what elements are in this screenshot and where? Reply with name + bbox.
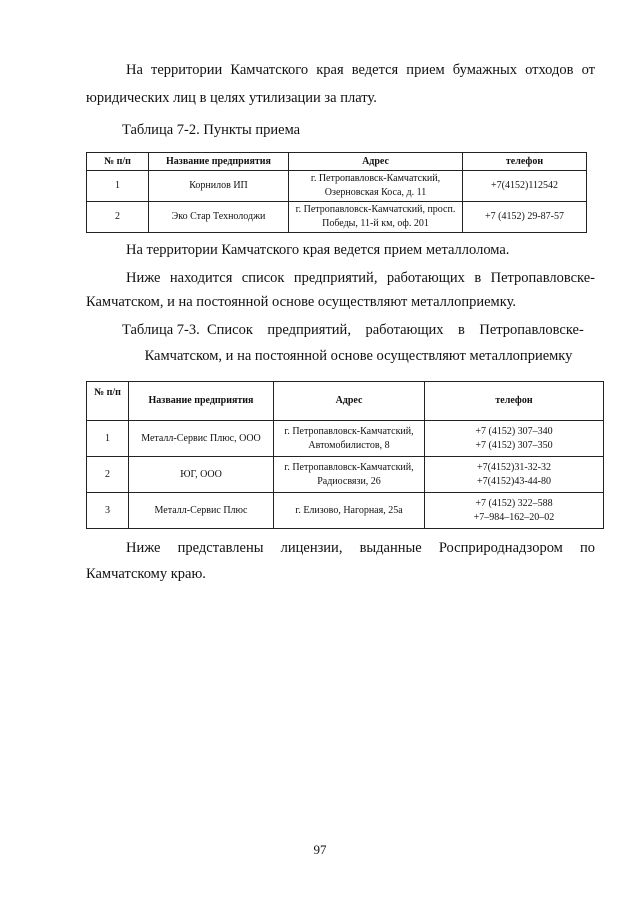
cell-address <box>274 457 425 493</box>
paragraph-paper-waste <box>86 56 595 84</box>
cell-name: ЮГ, ООО <box>129 457 274 493</box>
table-row <box>87 457 604 493</box>
cell-phone <box>425 421 604 457</box>
phone-line: +7 (4152) 307–350 <box>475 439 553 451</box>
paragraph-line: Ниже представлены лицензии, выданные Росприроднадзором по <box>126 540 595 556</box>
paragraph-licenses-cont <box>86 560 595 588</box>
header-address: Адрес <box>289 153 463 171</box>
phone-line: +7(4152)31-32-32 <box>477 461 551 473</box>
paragraph-line: На территории Камчатского края ведется прием металлолома. <box>126 242 510 258</box>
paragraph-scrap-metal <box>86 236 595 264</box>
table1-caption: Таблица 7-2. Пункты приема <box>122 122 301 138</box>
cell-address <box>289 171 463 202</box>
cell-address: г. Елизово, Нагорная, 25а <box>274 493 425 529</box>
cell-name: Металл-Сервис Плюс, ООО <box>129 421 274 457</box>
header-phone: телефон <box>463 153 587 171</box>
address-line: г. Петропавловск-Камчатский, <box>284 461 414 473</box>
header-num: № п/п <box>87 382 129 421</box>
table-row <box>87 171 587 202</box>
cell-phone: +7(4152)112542 <box>463 171 587 202</box>
phone-line: +7 (4152) 307–340 <box>475 425 553 437</box>
paragraph-list-intro-cont <box>86 288 595 316</box>
cell-num: 2 <box>87 202 149 233</box>
header-phone: телефон <box>425 382 604 421</box>
address-line: Радиосвязи, 26 <box>317 475 381 487</box>
address-line: г. Петропавловск-Камчатский, <box>284 425 414 437</box>
address-line: г. Петропавловск-Камчатский, <box>310 173 441 184</box>
cell-name: Металл-Сервис Плюс <box>129 493 274 529</box>
table2-caption-line1: Таблица 7-3. Список предприятий, работающих в Петропавловске- <box>122 322 584 338</box>
header-num: № п/п <box>87 153 149 171</box>
table-header-row <box>87 153 587 171</box>
cell-name: Эко Стар Технолоджи <box>149 202 289 233</box>
phone-line: +7(4152)43-44-80 <box>477 475 551 487</box>
table-row <box>87 202 587 233</box>
address-line: г. Петропавловск-Камчатский, просп. <box>295 204 456 215</box>
paragraph-licenses <box>86 534 595 562</box>
cell-address <box>274 421 425 457</box>
paragraph-line: На территории Камчатского края ведется прием бумажных отходов от <box>126 62 595 78</box>
address-line: Победы, 11-й км, оф. 201 <box>322 218 429 229</box>
cell-name: Корнилов ИП <box>149 171 289 202</box>
address-line: Автомобилистов, 8 <box>308 439 390 451</box>
paragraph-paper-waste-cont <box>86 84 595 112</box>
cell-num: 3 <box>87 493 129 529</box>
cell-num: 1 <box>87 171 149 202</box>
table-header-row <box>87 382 604 421</box>
header-name: Название предприятия <box>149 153 289 171</box>
cell-phone: +7 (4152) 29-87-57 <box>463 202 587 233</box>
paragraph-line: Камчатскому краю. <box>86 566 206 582</box>
cell-phone <box>425 457 604 493</box>
address-line: Озерновская Коса, д. 11 <box>324 187 427 198</box>
header-address: Адрес <box>274 382 425 421</box>
cell-phone <box>425 493 604 529</box>
paragraph-line: юридических лиц в целях утилизации за плату. <box>86 90 377 106</box>
table1 <box>86 152 587 233</box>
page-number: 97 <box>313 842 327 857</box>
phone-line: +7–984–162–20–02 <box>473 511 555 523</box>
cell-num: 1 <box>87 421 129 457</box>
table2 <box>86 381 604 529</box>
paragraph-line: Камчатском, и на постоянной основе осуществляют металлоприемку. <box>86 294 516 310</box>
table-row <box>87 493 604 529</box>
table2-caption-line2: Камчатском, и на постоянной основе осуществляют металлоприемку <box>144 348 573 364</box>
paragraph-line: Ниже находится список предприятий, работающих в Петропавловске- <box>126 270 595 286</box>
cell-num: 2 <box>87 457 129 493</box>
phone-line: +7 (4152) 322–588 <box>475 497 553 509</box>
header-name: Название предприятия <box>129 382 274 421</box>
table-row <box>87 421 604 457</box>
cell-address <box>289 202 463 233</box>
